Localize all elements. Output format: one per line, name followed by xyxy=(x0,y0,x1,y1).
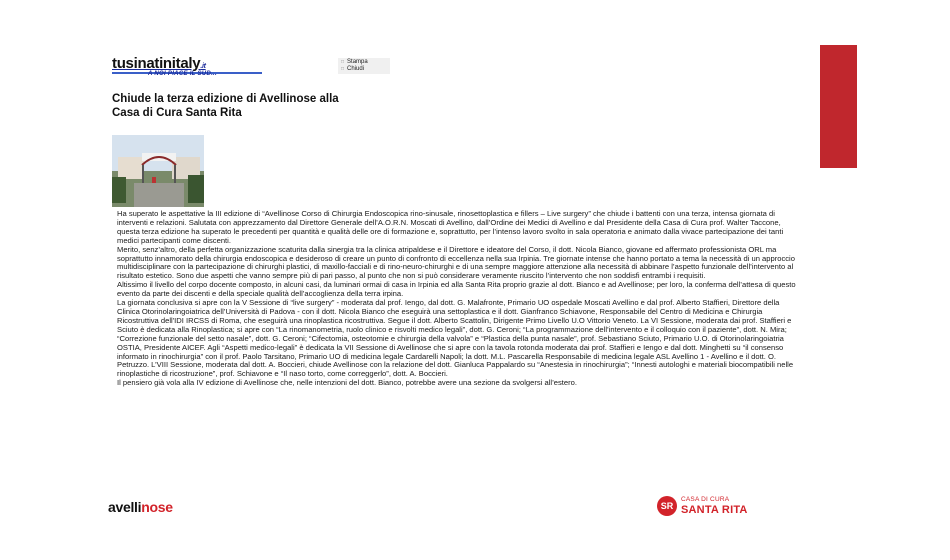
article-paragraph: La giornata conclusiva si apre con la V Sessione di “live surgery” - moderata dal prof. Iengo, dal dott. G. Malafronte, Primario UO ospedale Moscati Avellino e dal prof. Alberto Staffieri, Direttore della Clinica Otorinolaringoiatrica dell’Università di Padova - con il dott. Nicola Bianco che eseguirà una settoplastica e il dott. Gianfranco Schiavone, Responsabile del Centro di Medicina e Chirurgia Ricostruttiva dell'IDI IRCSS di Roma, che eseguirà una rinoplastica ricostruttiva. Segue il dott. Alberto Scattolin, Dirigente Primo Livello U.O Vittorio Veneto. La VI Sessione, moderata dai prof. Staffieri e Sciuto è dedicata alla Rinoplastica; si apre con “La rinomanometria, ruolo clinico e risvolti medico legali”, dott. G. Ceroni; “La programmazione dell’intervento e il colloquio con il paziente”, dott. N. Mira; “Correzione funzionale del setto nasale”, dott. G. Ceroni; “Cifectomia, osteotomie e chirurgia della valvola” e “Plastica della punta nasale”, prof. Sebastiano Sciuto, Primario U.O. di Otorinolaringoiatria OSTIA, Presidente AICEF. Agli “Aspetti medico-legali” è dedicata la VII Sessione di Avellinose che si apre con la tavola rotonda moderata dai prof. Staffieri e Iengo e dal dott. Minghetti su “il consenso informato in rinochirurgia” con il prof. Paolo Tarsitano, Primario UO di medicina legale Cardarelli Napoli; la dott. M.L. Pascarella Responsabile di medicina legale ASL Avellino 1 - Avellino e il dott. O. Petruzzo. L’VIII Sessione, moderata dal dott. A. Boccieri, chiude Avellinose con la relazione del dott. Gianluca Pappalardo su “Anestesia in rinochirurgia”; “Innesti autologhi e materiali biocompatibili nelle rinoplastiche di ricostruzione”, prof. Schiavone e “Il naso torto, come correggerlo”, dott. A. Boccieri. xyxy=(117,298,794,379)
article-title-line-1: Chiude la terza edizione di Avellinose alla xyxy=(112,93,339,105)
print-bullet-icon: □ xyxy=(341,59,345,65)
article-actions xyxy=(338,58,390,74)
close-bullet-icon: □ xyxy=(341,66,345,72)
print-label: Stampa xyxy=(347,59,368,65)
red-decorative-block xyxy=(820,45,857,168)
article-photo xyxy=(112,135,204,207)
santa-rita-logo-line2: SANTA RITA xyxy=(681,504,748,516)
masthead-motto: A NOI PIACE IL SUD... xyxy=(148,71,217,77)
avellinose-logo-part2: nose xyxy=(141,499,173,515)
article-body xyxy=(117,210,802,388)
close-label: Chiudi xyxy=(347,66,365,72)
masthead-logo-tld: .it xyxy=(200,63,206,70)
clinic-building-photo xyxy=(112,135,204,207)
close-link[interactable] xyxy=(341,66,390,73)
avellinose-logo xyxy=(108,499,173,515)
article-paragraph: Il pensiero già vola alla IV edizione di Avellinose che, nelle intenzioni del dott. Bianco, potrebbe avere una sezione da svolgersi all’estero. xyxy=(117,378,577,388)
article-paragraph: Ha superato le aspettative la III edizione di “Avellinose Corso di Chirurgia Endoscopica rino-sinusale, rinosettoplastica e fillers – Live surgery” che chiude i battenti con una terza, intensa giornata di interventi e relazioni. Salutata con apprezzamento dal Direttore Generale dell’A.O.R.N. Moscati di Avellino, dall’Ordine dei Medici di Avellino e dal Presidente della Casa di Cura prof. Walter Taccone, questa terza edizione ha superato le precedenti per quantità e qualità delle ore di formazione e, soprattutto, per l’intenso lavoro svolto in sala operatoria e animato dalla vivace partecipazione dei tanti medici partecipanti come discenti. xyxy=(117,209,784,245)
article-title xyxy=(112,92,412,120)
masthead xyxy=(112,55,312,91)
article-title-line-2: Casa di Cura Santa Rita xyxy=(112,107,242,119)
print-link[interactable] xyxy=(341,59,390,66)
masthead-logo-text: tusinatinitaly xyxy=(112,55,201,72)
santa-rita-logo xyxy=(657,495,767,521)
article-paragraph: Merito, senz’altro, della perfetta organizzazione scaturita dalla sinergia tra la clinica atripaldese e il Direttore e ideatore del Corso, il dott. Nicola Bianco, giovane ed affermato professionista ORL ma soprattutto innamorato della chirurgia endoscopica e desideroso di creare un punto di confronto di eccellenza nella sua Irpinia. Tre giornate intense che hanno portato a tema la necessità di un approccio multidisciplinare con la partecipazione di chirurghi plastici, di maxillo-facciali e di rino-neuro-chirurghi e di una sempre maggiore attenzione alla necessità di abbinare l’aspetto funzionale dell’intervento al risultato estetico. Sono due aspetti che vanno sempre più di pari passo, al punto che non si può considerare veramente riuscito l’intervento che non soddisfi entrambi i requisiti. xyxy=(117,244,795,281)
article-paragraph: Altissimo il livello del corpo docente composto, in alcuni casi, da luminari ormai di casa in Irpinia ed alla Santa Rita proprio grazie al dott. Bianco e ad Avellinose; per loro, la conferma dell’attesa di questo evento da parte dei discenti e della speciale qualità dell’accoglienza della terra irpina. xyxy=(117,280,796,299)
masthead-logo[interactable] xyxy=(112,55,206,72)
avellinose-logo-part1: avelli xyxy=(108,499,142,515)
santa-rita-mark-icon: SR xyxy=(657,496,677,516)
santa-rita-logo-line1: CASA DI CURA xyxy=(681,496,730,503)
